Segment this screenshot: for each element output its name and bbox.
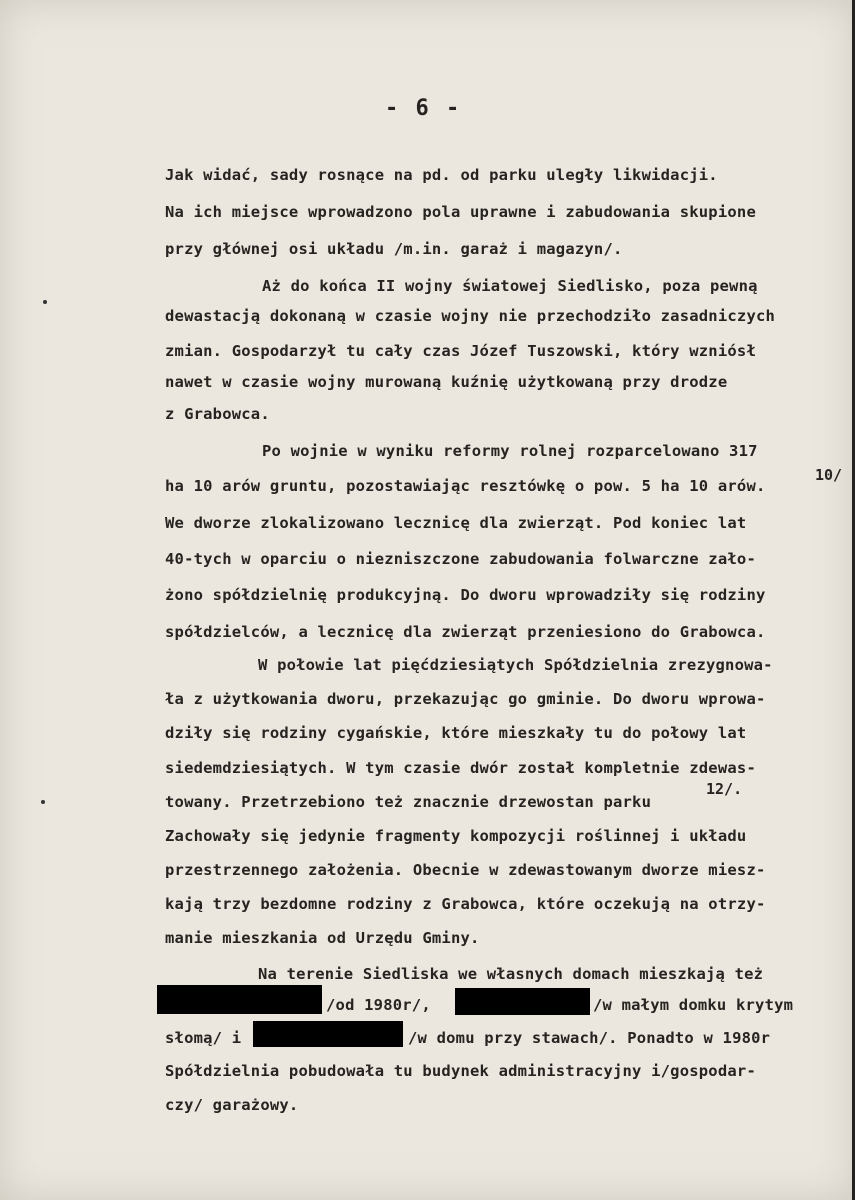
footnote-12: 12/.	[706, 780, 743, 798]
text-line: dewastacją dokonaną w czasie wojny nie przechodziło zasadniczych	[165, 307, 776, 325]
text-line: Jak widać, sady rosnące na pd. od parku uległy likwidacji.	[165, 166, 718, 184]
text-line: przestrzennego założenia. Obecnie w zdewastowanym dworze miesz-	[165, 861, 766, 879]
page-number: - 6 -	[385, 96, 462, 121]
text-line: z Grabowca.	[165, 405, 270, 423]
text-line: Na terenie Siedliska we własnych domach mieszkają też	[258, 965, 764, 983]
text-line: czy/ garażowy.	[165, 1096, 299, 1114]
text-line: żono spółdzielnię produkcyjną. Do dworu wprowadziły się rodziny	[165, 586, 766, 604]
text-line: nawet w czasie wojny murowaną kuźnię użytkowaną przy drodze	[165, 373, 728, 391]
margin-mark	[41, 800, 45, 804]
text-line: ha 10 arów gruntu, pozostawiając resztówkę o pow. 5 ha 10 arów.	[165, 477, 766, 495]
margin-mark	[43, 300, 47, 304]
text-line: Aż do końca II wojny światowej Siedlisko, poza pewną	[262, 277, 758, 295]
text-line: zmian. Gospodarzył tu cały czas Józef Tuszowski, który wzniósł	[165, 342, 756, 360]
text-line: We dworze zlokalizowano lecznicę dla zwierząt. Pod koniec lat	[165, 514, 747, 532]
text-line: Spółdzielnia pobudowała tu budynek administracyjny i/gospodar-	[165, 1062, 756, 1080]
footnote-10: 10/	[815, 466, 843, 484]
text-line: kają trzy bezdomne rodziny z Grabowca, które oczekują na otrzy-	[165, 895, 766, 913]
text-line: 40-tych w oparciu o niezniszczone zabudowania folwarczne zało-	[165, 550, 756, 568]
text-line: Po wojnie w wyniku reformy rolnej rozparcelowano 317	[262, 442, 758, 460]
text-line: słomą/ i	[165, 1029, 242, 1047]
redaction-bar	[455, 988, 590, 1015]
text-line: W połowie lat pięćdziesiątych Spółdzielnia zrezygnowa-	[258, 656, 773, 674]
text-line: /od 1980r/,	[326, 996, 431, 1014]
redaction-bar	[157, 985, 322, 1014]
text-line: Na ich miejsce wprowadzono pola uprawne i zabudowania skupione	[165, 203, 756, 221]
text-line: /w domu przy stawach/. Ponadto w 1980r	[408, 1029, 771, 1047]
text-line: Zachowały się jedynie fragmenty kompozycji roślinnej i układu	[165, 827, 747, 845]
text-line: /w małym domku krytym	[593, 996, 794, 1014]
text-line: towany. Przetrzebiono też znacznie drzewostan parku	[165, 793, 652, 811]
text-line: przy głównej osi układu /m.in. garaż i magazyn/.	[165, 240, 623, 258]
redaction-bar	[253, 1021, 403, 1047]
text-line: spółdzielców, a lecznicę dla zwierząt przeniesiono do Grabowca.	[165, 623, 766, 641]
text-line: siedemdziesiątych. W tym czasie dwór został kompletnie zdewas-	[165, 759, 756, 777]
text-line: ła z użytkowania dworu, przekazując go gminie. Do dworu wprowa-	[165, 690, 766, 708]
text-line: dziły się rodziny cygańskie, które mieszkały tu do połowy lat	[165, 724, 747, 742]
text-line: manie mieszkania od Urzędu Gminy.	[165, 929, 480, 947]
